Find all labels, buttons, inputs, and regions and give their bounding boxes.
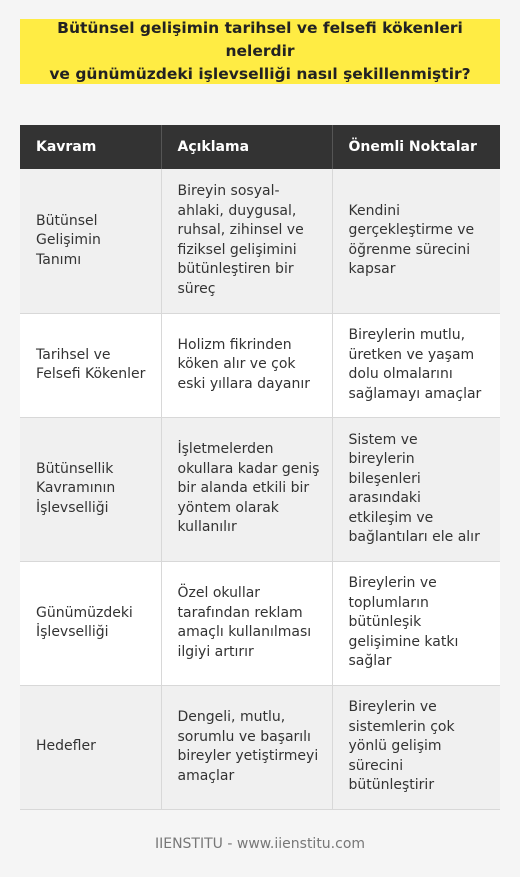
- concept-table: [20, 125, 500, 810]
- cell-notes: Bireylerin mutlu, üretken ve yaşam dolu olmalarını sağlamayı amaçlar: [332, 313, 500, 417]
- cell-notes: Sistem ve bireylerin bileşenleri arasındaki etkileşim ve bağlantıları ele alır: [332, 417, 500, 561]
- cell-concept: Günümüzdeki İşlevselliği: [20, 561, 161, 685]
- table-header-row: [20, 125, 500, 169]
- cell-description: Dengeli, mutlu, sorumlu ve başarılı bireyler yetiştirmeyi amaçlar: [161, 685, 332, 809]
- table-row: [20, 313, 500, 417]
- header-concept: Kavram: [20, 125, 161, 169]
- title-banner: [20, 19, 500, 84]
- title-line-1: Bütünsel gelişimin tarihsel ve felsefi kökenleri nelerdir: [57, 19, 463, 60]
- cell-description: Holizm fikrinden köken alır ve çok eski yıllara dayanır: [161, 313, 332, 417]
- cell-concept: Hedefler: [20, 685, 161, 809]
- cell-description: İşletmelerden okullara kadar geniş bir alanda etkili bir yöntem olarak kullanılır: [161, 417, 332, 561]
- title-line-2: ve günümüzdeki işlevselliği nasıl şekillenmiştir?: [49, 65, 471, 83]
- table-row: [20, 417, 500, 561]
- footer-credit: IIENSTITU - www.iienstitu.com: [154, 836, 366, 852]
- cell-concept: Bütünsel Gelişimin Tanımı: [20, 169, 161, 313]
- table-row: [20, 561, 500, 685]
- cell-concept: Bütünsellik Kavramının İşlevselliği: [20, 417, 161, 561]
- cell-notes: Kendini gerçekleştirme ve öğrenme sürecini kapsar: [332, 169, 500, 313]
- table-row: [20, 685, 500, 809]
- page-title: [30, 17, 490, 86]
- cell-description: Bireyin sosyal-ahlaki, duygusal, ruhsal, zihinsel ve fiziksel gelişimini bütünleştiren bir süreç: [161, 169, 332, 313]
- table-row: [20, 169, 500, 313]
- cell-concept: Tarihsel ve Felsefi Kökenler: [20, 313, 161, 417]
- cell-notes: Bireylerin ve toplumların bütünleşik gelişimine katkı sağlar: [332, 561, 500, 685]
- header-notes: Önemli Noktalar: [332, 125, 500, 169]
- cell-notes: Bireylerin ve sistemlerin çok yönlü gelişim sürecini bütünleştirir: [332, 685, 500, 809]
- cell-description: Özel okullar tarafından reklam amaçlı kullanılması ilgiyi artırır: [161, 561, 332, 685]
- header-description: Açıklama: [161, 125, 332, 169]
